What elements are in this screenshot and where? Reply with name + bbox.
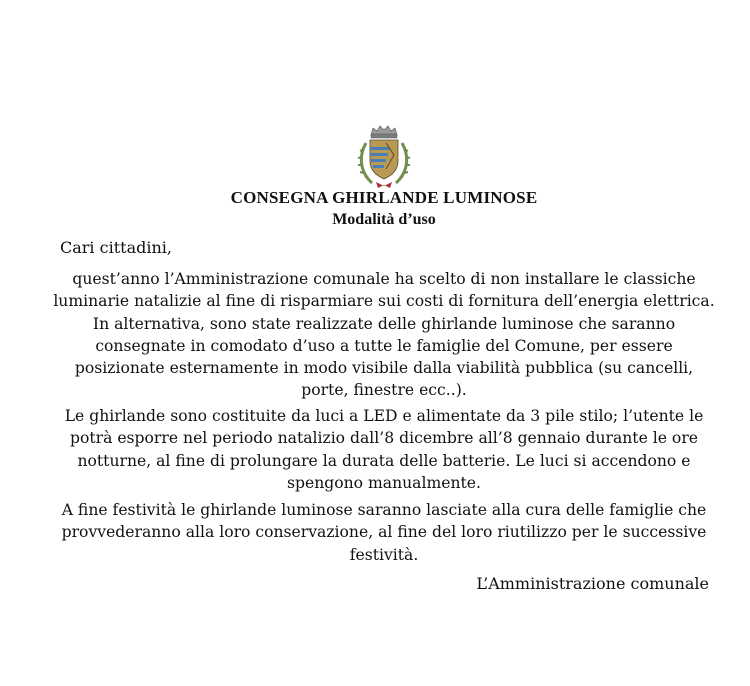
paragraph-installation: quest’anno l’Amministrazione comunale ha scelto di non installare le classiche luminarie natalizie al fine di risparmiare sui costi di fornitura dell’energia elettrica. In alternativa, sono state realizzate delle ghirlande luminose che saranno consegnate in comodato d’uso a tutte le famiglie del Comune, per essere posizionate esternamente in modo visibile dalla viabilità pubblica (su cancelli, porte, finestre ecc..).: [53, 270, 715, 400]
municipal-crest-icon: [356, 125, 412, 191]
paragraph-conservation: A fine festività le ghirlande luminose saranno lasciate alla cura delle famiglie che provvederanno alla loro conservazione, al fine del loro riutilizzo per le successive festività.: [61, 501, 707, 564]
document-subtitle: Modalità d’uso: [332, 211, 436, 228]
paragraph-usage: Le ghirlande sono costituite da luci a LED e alimentate da 3 pile stilo; l’utente le potrà esporre nel periodo natalizio dall’8 dicembre all’8 gennaio durante le ore notturne, al fine di prolungare la durata delle batterie. Le luci si accendono e spengono manualmente.: [64, 407, 704, 492]
document-title: CONSEGNA GHIRLANDE LUMINOSE: [230, 188, 538, 207]
signature: L’Amministrazione comunale: [476, 574, 709, 593]
greeting: Cari cittadini,: [60, 238, 172, 257]
